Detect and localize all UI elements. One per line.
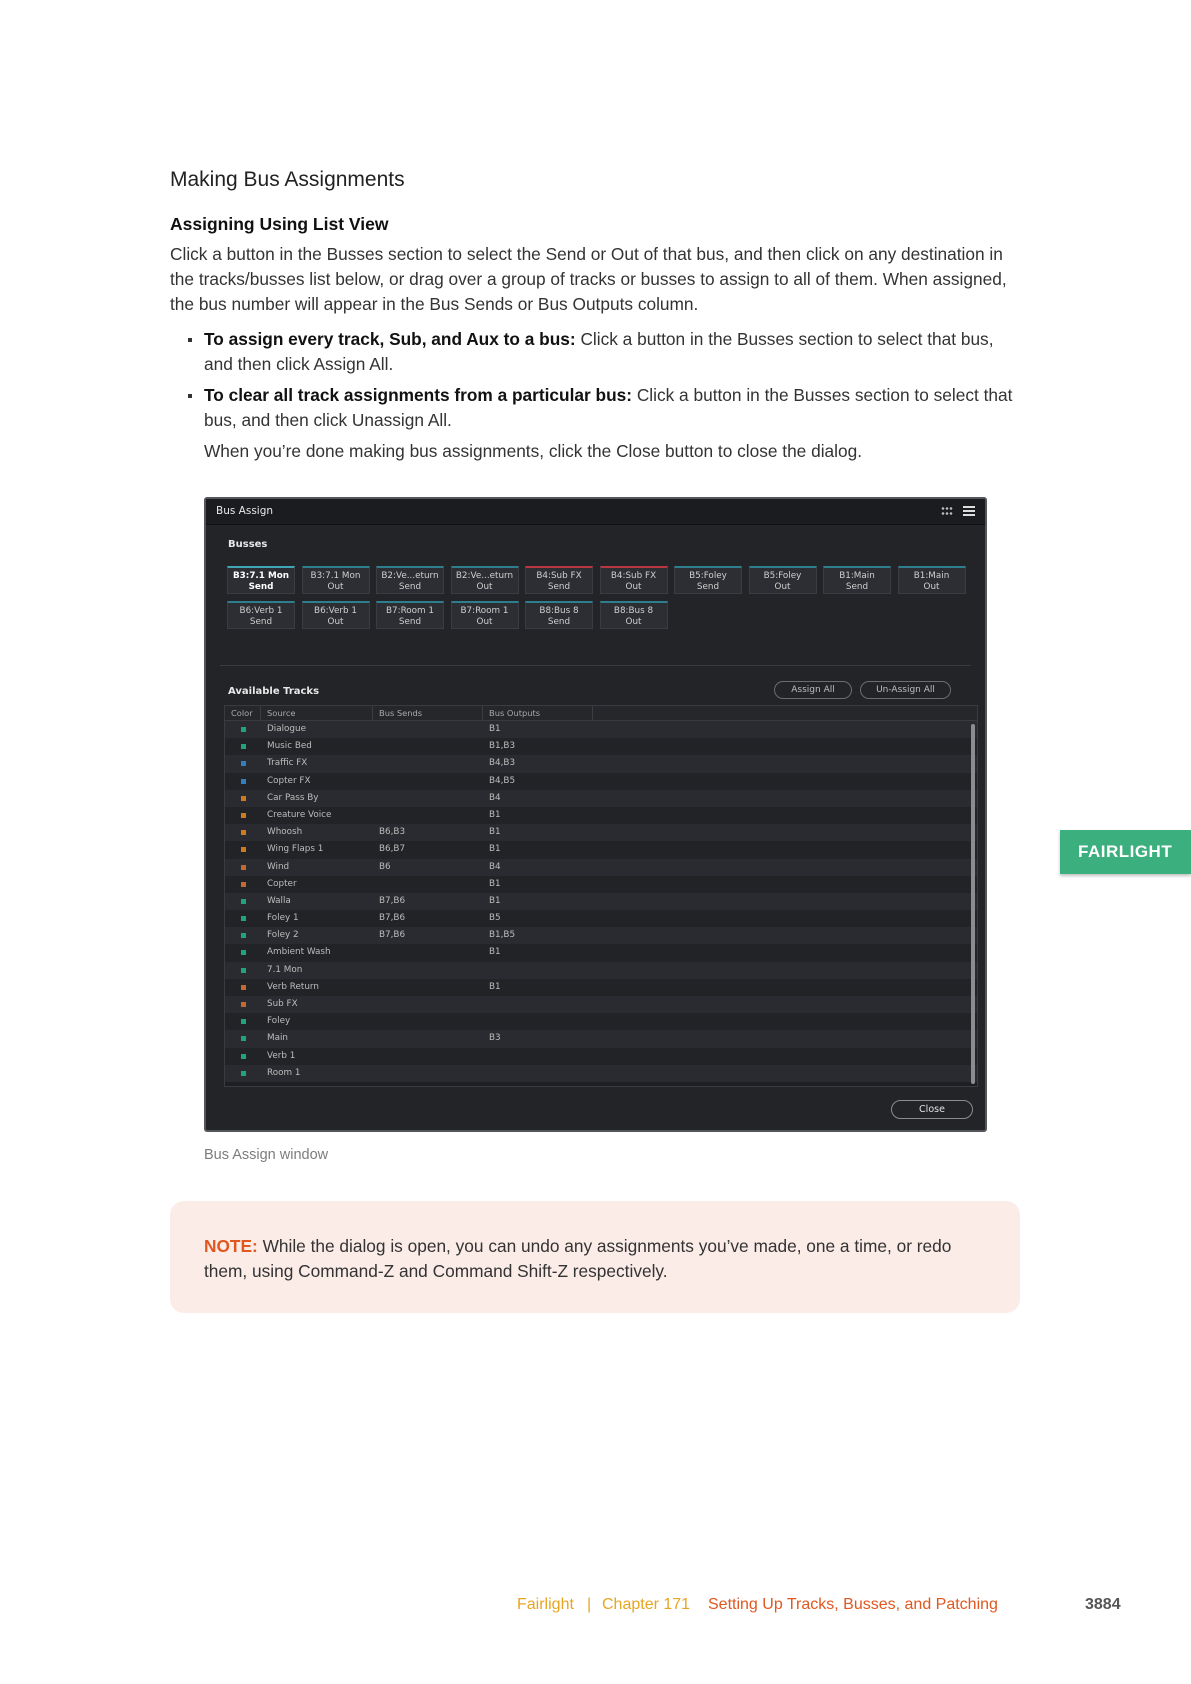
instruction-list <box>188 327 1020 433</box>
track-color-cell <box>225 773 261 790</box>
track-color-swatch <box>241 950 246 955</box>
table-row[interactable] <box>225 893 977 910</box>
track-bus-sends[interactable]: B6 <box>379 861 391 872</box>
bus-button[interactable] <box>525 566 593 594</box>
table-row[interactable] <box>225 859 977 876</box>
bus-button-kind: Send <box>547 617 571 627</box>
track-bus-outputs[interactable]: B1,B3 <box>489 741 516 752</box>
track-bus-sends[interactable] <box>373 1030 483 1047</box>
track-bus-outputs[interactable]: B4,B3 <box>489 758 516 769</box>
unassign-all-button[interactable]: Un-Assign All <box>860 681 951 699</box>
track-color-cell <box>225 790 261 807</box>
bus-button-name: B5:Foley <box>689 571 727 581</box>
table-row[interactable] <box>225 790 977 807</box>
table-row[interactable] <box>225 738 977 755</box>
bus-button-name: B8:Bus 8 <box>539 606 579 616</box>
track-source[interactable]: Car Pass By <box>267 792 319 803</box>
list-item-text: Click a button in the Busses section to select that bus, and then click Unassign All. <box>204 385 1013 430</box>
track-bus-outputs[interactable]: B4 <box>489 861 501 872</box>
track-color-swatch <box>241 933 246 938</box>
track-color-swatch <box>241 761 246 766</box>
bus-button-kind: Send <box>398 582 422 592</box>
table-row[interactable] <box>225 841 977 858</box>
bus-button-name: B3:7.1 Mon <box>310 571 361 581</box>
bus-button[interactable] <box>227 566 295 594</box>
figure-caption: Bus Assign window <box>204 1147 329 1163</box>
track-color-cell <box>225 721 261 738</box>
track-bus-outputs[interactable] <box>483 1065 593 1082</box>
list-item-text: Click a button in the Busses section to select that bus, and then click Assign All. <box>204 329 994 374</box>
track-bus-sends[interactable] <box>373 755 483 772</box>
track-bus-sends[interactable] <box>373 944 483 961</box>
track-bus-outputs[interactable] <box>483 1048 593 1065</box>
track-bus-sends[interactable] <box>373 790 483 807</box>
track-bus-sends[interactable]: B7,B6 <box>379 895 406 906</box>
bus-button[interactable] <box>898 566 966 594</box>
track-source[interactable]: Wing Flaps 1 <box>267 844 324 855</box>
track-color-swatch <box>241 847 246 852</box>
bus-button-name: B4:Sub FX <box>536 571 582 581</box>
bus-button-kind: Out <box>327 617 344 627</box>
list-view-icon[interactable] <box>963 506 975 516</box>
track-color-cell <box>225 1065 261 1082</box>
track-bus-sends[interactable] <box>373 807 483 824</box>
track-color-cell <box>225 807 261 824</box>
track-bus-outputs[interactable]: B1 <box>489 809 501 820</box>
track-bus-outputs[interactable]: B5 <box>489 913 501 924</box>
table-row[interactable] <box>225 979 977 996</box>
table-row[interactable] <box>225 876 977 893</box>
track-bus-outputs[interactable]: B4 <box>489 792 501 803</box>
track-color-cell <box>225 824 261 841</box>
track-source[interactable]: Sub FX <box>267 999 298 1009</box>
track-bus-outputs[interactable]: B1 <box>489 895 501 906</box>
track-color-cell <box>225 755 261 772</box>
footer-product: Fairlight <box>517 1596 574 1613</box>
footer-separator: | <box>587 1596 592 1613</box>
bus-button-name: B2:Ve...eturn <box>381 571 439 581</box>
track-color-cell <box>225 944 261 961</box>
track-color-cell <box>225 1030 261 1047</box>
track-source[interactable]: Creature Voice <box>267 809 332 820</box>
table-row[interactable] <box>225 910 977 927</box>
bus-button-kind: Send <box>547 582 571 592</box>
track-source[interactable]: Room 1 <box>267 1067 301 1078</box>
bus-button[interactable] <box>525 601 593 629</box>
bus-button-kind: Out <box>625 582 642 592</box>
track-color-swatch <box>241 1054 246 1059</box>
track-source[interactable]: Music Bed <box>267 741 312 752</box>
table-row[interactable] <box>225 824 977 841</box>
track-bus-sends[interactable] <box>373 876 483 893</box>
table-scrollbar[interactable] <box>971 724 975 1084</box>
page-number: 3884 <box>1085 1596 1121 1613</box>
track-source[interactable]: Foley 1 <box>267 913 299 924</box>
track-source[interactable]: Copter FX <box>267 775 311 786</box>
column-header-color[interactable]: Color <box>225 706 261 720</box>
track-color-cell <box>225 996 261 1013</box>
track-source[interactable]: Dialogue <box>267 724 307 734</box>
bus-button-kind: Send <box>248 582 274 592</box>
bus-button-kind: Send <box>845 582 869 592</box>
track-bus-outputs[interactable]: B1 <box>489 724 501 734</box>
busses-heading: Busses <box>228 539 268 550</box>
view-toggle <box>941 506 975 516</box>
track-color-swatch <box>241 1019 246 1024</box>
column-header-bus-outputs[interactable]: Bus Outputs <box>483 706 593 720</box>
track-source[interactable]: Main <box>267 1033 288 1044</box>
track-color-cell <box>225 841 261 858</box>
bus-button-kind: Send <box>696 582 720 592</box>
track-bus-sends[interactable] <box>373 738 483 755</box>
track-bus-outputs[interactable]: B1,B5 <box>489 930 516 941</box>
table-row[interactable] <box>225 721 977 738</box>
closing-paragraph: When you’re done making bus assignments, click the Close button to close the dialog. <box>204 441 863 461</box>
bus-button[interactable] <box>302 601 370 629</box>
table-row[interactable] <box>225 962 977 979</box>
chapter-side-tab: FAIRLIGHT <box>1060 830 1191 874</box>
bus-button[interactable] <box>376 566 444 594</box>
track-color-swatch <box>241 727 246 732</box>
table-row[interactable] <box>225 996 977 1013</box>
bus-button-kind: Out <box>923 582 940 592</box>
bus-button-kind: Out <box>327 582 344 592</box>
bus-button-name: B1:Main <box>913 571 950 581</box>
bus-button[interactable] <box>451 566 519 594</box>
list-item-lead: To clear all track assignments from a particular bus: <box>204 385 633 405</box>
bus-button[interactable] <box>302 566 370 594</box>
track-color-swatch <box>241 779 246 784</box>
bus-button-name: B2:Ve...eturn <box>455 571 514 581</box>
bus-button-kind: Send <box>398 617 422 627</box>
track-color-swatch <box>241 830 246 835</box>
table-header <box>225 706 977 721</box>
bus-button[interactable] <box>600 601 668 629</box>
bus-button-name: B6:Verb 1 <box>239 606 283 616</box>
bus-button-kind: Send <box>249 617 273 627</box>
track-bus-outputs[interactable] <box>483 962 593 979</box>
dialog-titlebar <box>206 499 985 525</box>
track-color-swatch <box>241 968 246 973</box>
list-item-lead: To assign every track, Sub, and Aux to a bus: <box>204 329 576 349</box>
note-box <box>170 1201 1020 1313</box>
track-bus-outputs[interactable] <box>483 996 593 1013</box>
track-bus-outputs[interactable]: B3 <box>489 1033 501 1044</box>
track-color-swatch <box>241 744 246 749</box>
track-source[interactable]: Verb Return <box>267 981 319 992</box>
bus-button[interactable] <box>823 566 891 594</box>
page-content <box>170 166 1020 464</box>
track-color-swatch <box>241 796 246 801</box>
bus-button[interactable] <box>376 601 444 629</box>
grid-view-icon[interactable] <box>941 506 953 516</box>
bus-button-name: B7:Room 1 <box>385 606 435 616</box>
track-color-swatch <box>241 916 246 921</box>
track-bus-outputs[interactable]: B1 <box>489 827 501 838</box>
track-bus-sends[interactable] <box>373 979 483 996</box>
track-color-swatch <box>241 813 246 818</box>
bus-button-kind: Out <box>476 582 493 592</box>
bus-button-name: B5:Foley <box>763 571 802 581</box>
track-bus-outputs[interactable]: B1 <box>489 844 501 855</box>
track-bus-sends[interactable]: B6,B7 <box>379 844 406 855</box>
track-source[interactable]: Verb 1 <box>267 1050 296 1061</box>
available-tracks-heading: Available Tracks <box>228 686 320 697</box>
bus-button-name: B8:Bus 8 <box>613 606 654 616</box>
tracks-table <box>224 705 978 1087</box>
bus-button-name: B7:Room 1 <box>460 606 509 616</box>
note-text: While the dialog is open, you can undo any assignments you’ve made, one a time, or redo them, using Command-Z and Command Shift-Z respectively. <box>204 1236 952 1281</box>
bus-button-name: B1:Main <box>839 571 875 581</box>
bus-button[interactable] <box>674 566 742 594</box>
track-bus-outputs[interactable]: B1 <box>489 947 501 958</box>
track-color-cell <box>225 910 261 927</box>
track-color-swatch <box>241 865 246 870</box>
track-bus-outputs[interactable]: B1 <box>489 981 501 992</box>
table-row[interactable] <box>225 944 977 961</box>
table-body <box>225 721 977 1082</box>
track-color-swatch <box>241 1002 246 1007</box>
track-bus-sends[interactable] <box>373 721 483 738</box>
table-row[interactable] <box>225 1030 977 1047</box>
table-row[interactable] <box>225 773 977 790</box>
track-bus-sends[interactable] <box>373 773 483 790</box>
track-color-cell <box>225 859 261 876</box>
track-bus-sends[interactable] <box>373 1013 483 1030</box>
track-bus-outputs[interactable] <box>483 1013 593 1030</box>
table-row[interactable] <box>225 755 977 772</box>
track-bus-outputs[interactable]: B4,B5 <box>489 775 516 786</box>
track-bus-sends[interactable] <box>373 1065 483 1082</box>
track-source[interactable]: Ambient Wash <box>267 947 331 958</box>
track-bus-sends[interactable] <box>373 962 483 979</box>
bus-button[interactable] <box>451 601 519 629</box>
track-color-swatch <box>241 1036 246 1041</box>
track-bus-sends[interactable]: B6,B3 <box>379 827 406 838</box>
column-header-source[interactable]: Source <box>261 706 373 720</box>
track-color-swatch <box>241 1071 246 1076</box>
track-color-cell <box>225 979 261 996</box>
bus-button-name: B6:Verb 1 <box>314 606 357 616</box>
page-footer <box>0 1596 1191 1616</box>
divider <box>220 665 971 666</box>
track-color-cell <box>225 876 261 893</box>
track-bus-sends[interactable] <box>373 1048 483 1065</box>
dialog-title: Bus Assign <box>216 505 274 517</box>
track-source[interactable]: Wind <box>267 861 290 872</box>
track-color-cell <box>225 962 261 979</box>
list-item <box>188 327 1020 377</box>
intro-paragraph: Click a button in the Busses section to select the Send or Out of that bus, and then click on any destination in the tracks/busses list below, or drag over a group of tracks or busses to assign to all of them. When assigned, the bus number will appear in the Bus Sends or Bus Outputs column. <box>170 244 1007 314</box>
table-row[interactable] <box>225 1065 977 1082</box>
subsection-heading: Assigning Using List View <box>170 214 389 234</box>
track-bus-sends[interactable] <box>373 996 483 1013</box>
track-bus-outputs[interactable]: B1 <box>489 878 501 889</box>
track-bus-sends[interactable]: B7,B6 <box>379 913 406 924</box>
track-color-cell <box>225 738 261 755</box>
track-color-swatch <box>241 985 246 990</box>
track-source[interactable]: Foley 2 <box>267 930 299 941</box>
track-color-cell <box>225 893 261 910</box>
track-bus-sends[interactable]: B7,B6 <box>379 930 406 941</box>
assign-all-button[interactable]: Assign All <box>774 681 852 699</box>
bus-button-kind: Out <box>476 617 493 627</box>
track-color-swatch <box>241 882 246 887</box>
track-source[interactable]: Foley <box>267 1016 291 1027</box>
table-row[interactable] <box>225 1013 977 1030</box>
track-source[interactable]: 7.1 Mon <box>267 964 303 975</box>
bus-button[interactable] <box>227 601 295 629</box>
table-row[interactable] <box>225 807 977 824</box>
track-source[interactable]: Whoosh <box>267 827 303 838</box>
track-color-cell <box>225 1048 261 1065</box>
bus-assign-dialog <box>204 497 987 1132</box>
bus-button-name: B4:Sub FX <box>610 571 657 581</box>
bus-button[interactable] <box>600 566 668 594</box>
footer-chapter-title: Setting Up Tracks, Busses, and Patching <box>708 1596 998 1613</box>
track-color-cell <box>225 1013 261 1030</box>
bus-button-kind: Out <box>625 617 642 627</box>
column-header-bus-sends[interactable]: Bus Sends <box>373 706 483 720</box>
table-row[interactable] <box>225 927 977 944</box>
bus-button-kind: Out <box>774 582 791 592</box>
bus-button-name: B3:7.1 Mon <box>232 571 290 581</box>
table-row[interactable] <box>225 1048 977 1065</box>
track-source[interactable]: Copter <box>267 878 297 889</box>
track-color-swatch <box>241 899 246 904</box>
track-source[interactable]: Walla <box>267 895 291 906</box>
bus-button[interactable] <box>749 566 817 594</box>
footer-chapter: Chapter 171 <box>602 1596 691 1613</box>
track-color-cell <box>225 927 261 944</box>
close-button[interactable]: Close <box>891 1100 973 1119</box>
section-heading: Making Bus Assignments <box>170 168 405 191</box>
track-source[interactable]: Traffic FX <box>267 758 308 769</box>
note-label: NOTE: <box>204 1236 258 1256</box>
list-item <box>188 383 1020 433</box>
